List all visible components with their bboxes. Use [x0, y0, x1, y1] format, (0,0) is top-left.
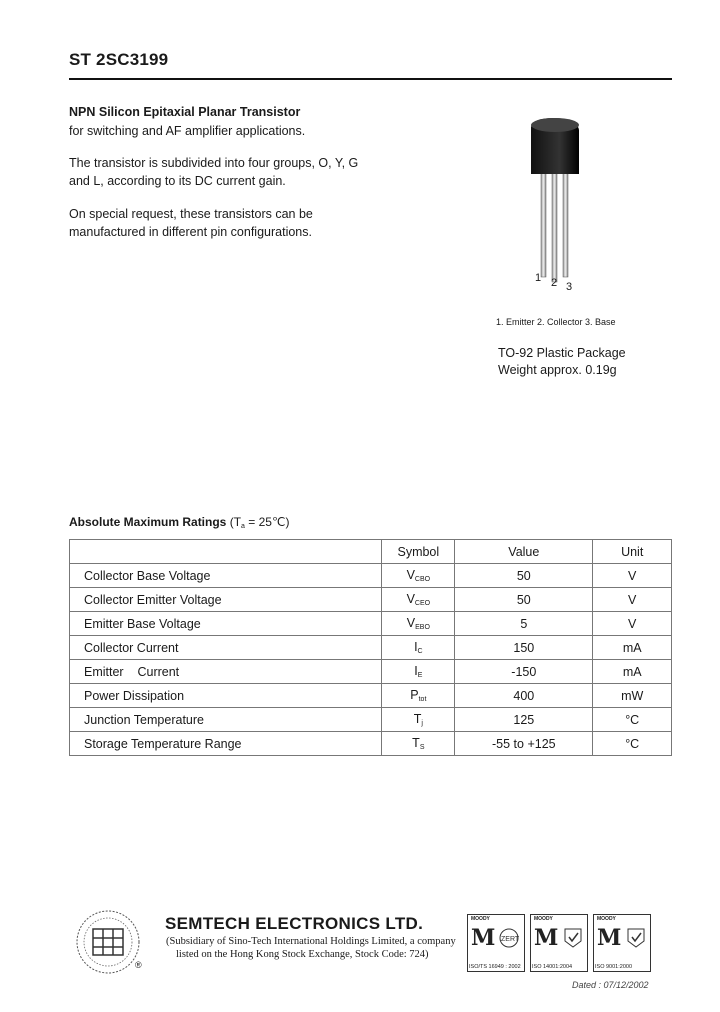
- cert-caption: ISO/TS 16949 : 2002: [469, 964, 521, 970]
- table-row: [70, 660, 672, 684]
- header-value: Value: [455, 540, 593, 564]
- ratings-heading-text: Absolute Maximum Ratings: [69, 515, 227, 529]
- header-symbol: Symbol: [382, 540, 455, 564]
- table-row: [70, 708, 672, 732]
- pin-names: 1. Emitter 2. Collector 3. Base: [496, 317, 616, 327]
- parameter-cell: Junction Temperature: [70, 708, 382, 732]
- cert-badge-iso-9001: MOODY M ISO 9001:2000: [593, 914, 651, 972]
- symbol-cell: $T_S$: [382, 732, 455, 756]
- ukas-check-icon: [563, 927, 583, 949]
- value-cell: 50: [455, 588, 593, 612]
- ratings-condition: ($T_a$ = 25℃): [229, 515, 290, 530]
- svg-text:ZERT: ZERT: [501, 936, 520, 943]
- unit-cell: mA: [593, 636, 672, 660]
- unit-cell: °C: [593, 708, 672, 732]
- ukas-check-icon: [626, 927, 646, 949]
- unit-cell: °C: [593, 732, 672, 756]
- table-row: [70, 588, 672, 612]
- package-weight: Weight approx. 0.19g: [498, 363, 617, 377]
- subsidiary-line-1: (Subsidiary of Sino-Tech International Holdings Limited, a company: [166, 936, 456, 947]
- value-cell: -150: [455, 660, 593, 684]
- moody-mark-icon: M: [534, 925, 559, 951]
- value-cell: -55 to +125: [455, 732, 593, 756]
- request-line-1: On special request, these transistors can be: [69, 207, 313, 221]
- title-divider: [69, 78, 672, 80]
- parameter-cell: Collector Base Voltage: [70, 564, 382, 588]
- ratings-table: [69, 539, 672, 756]
- parameter-cell: Emitter Base Voltage: [70, 612, 382, 636]
- subsidiary-line-2: listed on the Hong Kong Stock Exchange, Stock Code: 724): [176, 949, 429, 960]
- moody-mark-icon: M: [597, 925, 622, 951]
- package-info: [498, 345, 626, 379]
- symbol-cell: $V_{CBO}$: [382, 564, 455, 588]
- header-unit: Unit: [593, 540, 672, 564]
- unit-cell: V: [593, 588, 672, 612]
- value-cell: 125: [455, 708, 593, 732]
- header-parameter: [70, 540, 382, 564]
- application-text: [69, 122, 369, 140]
- cert-badge-iso-14001: MOODY M ISO 14001:2004: [530, 914, 588, 972]
- unit-cell: mA: [593, 660, 672, 684]
- symbol-cell: $V_{CEO}$: [382, 588, 455, 612]
- zert-seal-icon: [498, 927, 520, 949]
- pin-3-label: 3: [566, 281, 573, 293]
- table-row: [70, 636, 672, 660]
- parameter-cell: Storage Temperature Range: [70, 732, 382, 756]
- unit-cell: V: [593, 612, 672, 636]
- registered-mark: ®: [135, 960, 142, 970]
- groups-line-1: The transistor is subdivided into four groups, O, Y, G: [69, 156, 359, 170]
- request-line-2: manufactured in different pin configurations.: [69, 225, 312, 239]
- ratings-heading: [69, 515, 289, 530]
- symbol-cell: $V_{EBO}$: [382, 612, 455, 636]
- parameter-cell: Emitter Current: [70, 660, 382, 684]
- groups-paragraph: [69, 154, 369, 190]
- symbol-cell: $T_j$: [382, 708, 455, 732]
- parameter-cell: Collector Emitter Voltage: [70, 588, 382, 612]
- parameter-cell: Power Dissipation: [70, 684, 382, 708]
- to92-package-icon: [525, 112, 585, 292]
- value-cell: 5: [455, 612, 593, 636]
- package-type: TO-92 Plastic Package: [498, 346, 626, 360]
- table-row: [70, 684, 672, 708]
- groups-line-2: and L, according to its DC current gain.: [69, 174, 286, 188]
- cert-caption: ISO 9001:2000: [595, 964, 633, 970]
- value-cell: 50: [455, 564, 593, 588]
- request-paragraph: [69, 205, 369, 241]
- table-header-row: [70, 540, 672, 564]
- table-row: [70, 732, 672, 756]
- symbol-cell: $I_E$: [382, 660, 455, 684]
- page-title: ST 2SC3199: [69, 50, 169, 69]
- company-name: SEMTECH ELECTRONICS LTD.: [165, 914, 424, 933]
- product-subheading: NPN Silicon Epitaxial Planar Transistor: [69, 105, 301, 119]
- value-cell: 150: [455, 636, 593, 660]
- unit-cell: V: [593, 564, 672, 588]
- symbol-cell: $I_C$: [382, 636, 455, 660]
- pin-1-label: 1: [535, 272, 542, 284]
- parameter-cell: Collector Current: [70, 636, 382, 660]
- value-cell: 400: [455, 684, 593, 708]
- symbol-cell: $P_{tot}$: [382, 684, 455, 708]
- cert-caption: ISO 14001:2004: [532, 964, 573, 970]
- table-row: [70, 612, 672, 636]
- unit-cell: mW: [593, 684, 672, 708]
- application-line: for switching and AF amplifier applications.: [69, 124, 306, 138]
- semtech-logo-icon: [73, 907, 143, 977]
- moody-mark-icon: M: [471, 925, 496, 951]
- pin-2-label: 2: [551, 277, 558, 289]
- cert-badge-iso-ts: MOODY M ZERT ISO/TS 16949 : 2002: [467, 914, 525, 972]
- table-row: [70, 564, 672, 588]
- dated-label: Dated : 07/12/2002: [572, 980, 649, 990]
